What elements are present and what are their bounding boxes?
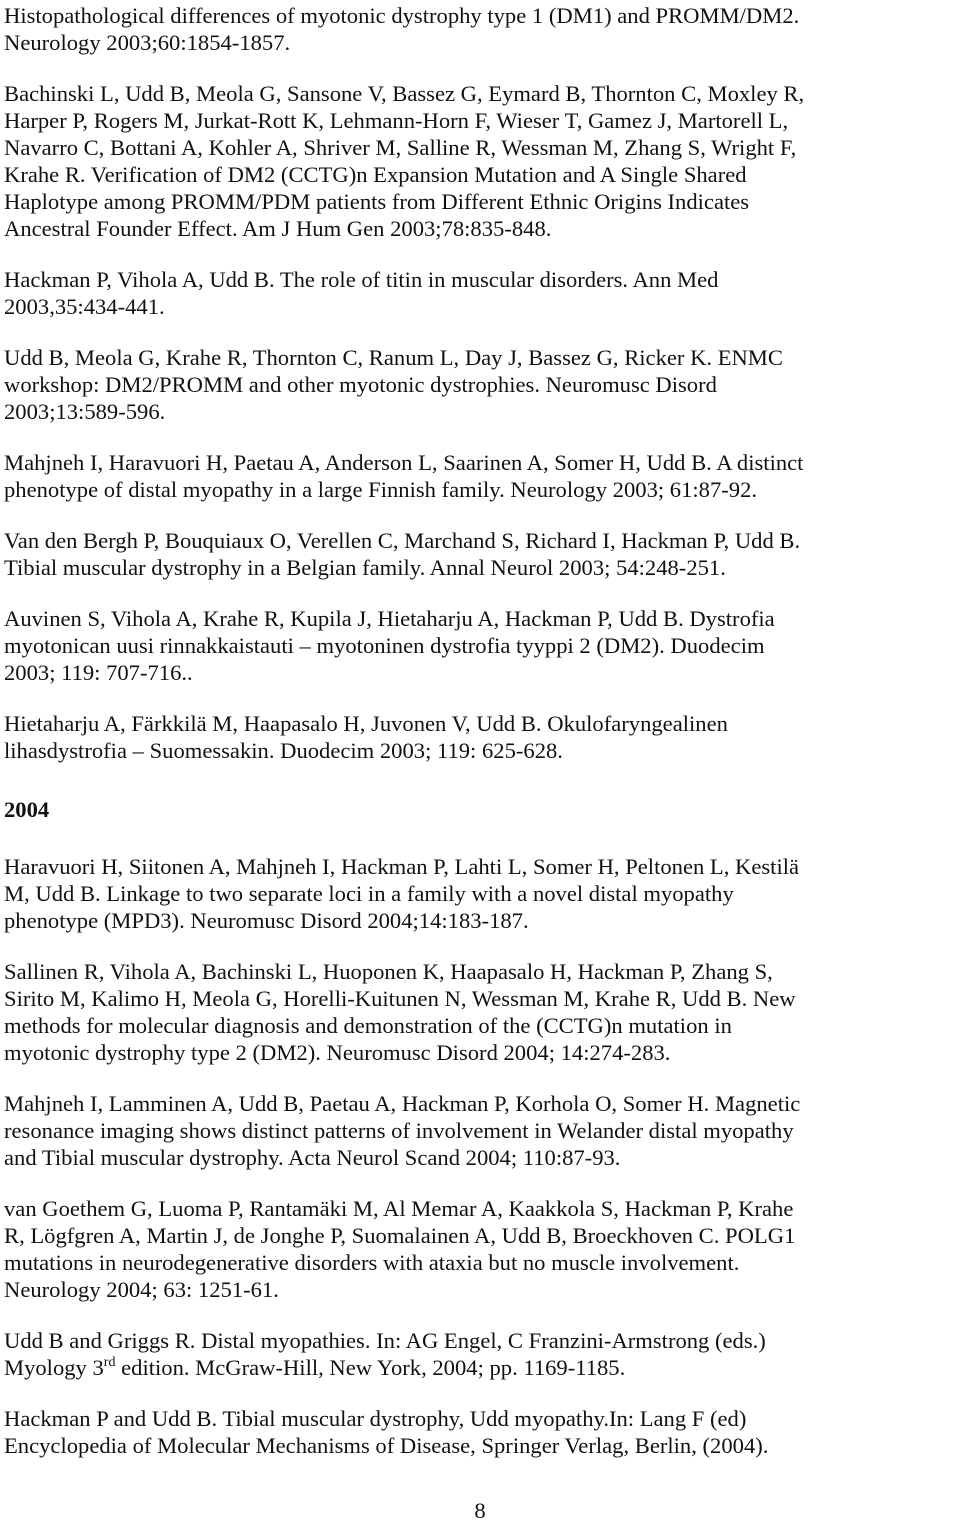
- reference-text: Hietaharju A, Färkkilä M, Haapasalo H, Juvonen V, Udd B. Okulofaryngealinen lihasdystrofia – Suomessakin. Duodecim 2003; 119: 625-628.: [4, 711, 728, 763]
- reference-text: Mahjneh I, Haravuori H, Paetau A, Anderson L, Saarinen A, Somer H, Udd B. A distinct phenotype of distal myopathy in a large Finnish family. Neurology 2003; 61:87-92.: [4, 450, 804, 502]
- reference-text: Udd B, Meola G, Krahe R, Thornton C, Ranum L, Day J, Bassez G, Ricker K. ENMC workshop: DM2/PROMM and other myotonic dystrophies. Neuromusc Disord 2003;13:589-596.: [4, 345, 783, 424]
- reference-entry: [4, 1327, 956, 1381]
- reference-text: Auvinen S, Vihola A, Krahe R, Kupila J, Hietaharju A, Hackman P, Udd B. Dystrofia myotonican uusi rinnakkaistauti – myotoninen dystrofia tyyppi 2 (DM2). Duodecim 2003; 119: 707-716..: [4, 606, 775, 685]
- reference-text: Sallinen R, Vihola A, Bachinski L, Huoponen K, Haapasalo H, Hackman P, Zhang S, Sirito M, Kalimo H, Meola G, Horelli-Kuitunen N, Wessman M, Krahe R, Udd B. New methods for molecular diagnosis and demonstration of the (CCTG)n mutation in myotonic dystrophy type 2 (DM2). Neuromusc Disord 2004; 14:274-283.: [4, 959, 796, 1065]
- reference-list: [4, 0, 956, 1459]
- reference-entry: [4, 1090, 956, 1171]
- reference-entry: [4, 605, 956, 686]
- reference-entry: [4, 958, 956, 1066]
- reference-entry: [4, 527, 956, 581]
- reference-entry: [4, 1195, 956, 1303]
- reference-entry: [4, 449, 956, 503]
- reference-entry: [4, 2, 956, 56]
- reference-text: Udd B and Griggs R. Distal myopathies. In: AG Engel, C Franzini-Armstrong (eds.) Myology 3rd edition. McGraw-Hill, New York, 2004; pp. 1169-1185.: [4, 1327, 956, 1381]
- reference-text: Van den Bergh P, Bouquiaux O, Verellen C, Marchand S, Richard I, Hackman P, Udd B. Tibial muscular dystrophy in a Belgian family. Annal Neurol 2003; 54:248-251.: [4, 528, 801, 580]
- reference-text: Haravuori H, Siitonen A, Mahjneh I, Hackman P, Lahti L, Somer H, Peltonen L, Kestilä M, Udd B. Linkage to two separate loci in a family with a novel distal myopathy phenotype (MPD3). Neuromusc Disord 2004;14:183-187.: [4, 854, 800, 933]
- reference-entry: [4, 1405, 956, 1459]
- page-number: 8: [474, 1498, 486, 1523]
- reference-entry: [4, 80, 956, 242]
- reference-entry: [4, 853, 956, 934]
- ordinal-superscript: rd: [103, 1355, 116, 1370]
- reference-text: Histopathological differences of myotonic dystrophy type 1 (DM1) and PROMM/DM2. Neurology 2003;60:1854-1857.: [4, 3, 800, 55]
- reference-text: van Goethem G, Luoma P, Rantamäki M, Al Memar A, Kaakkola S, Hackman P, Krahe R, Lögfgren A, Martin J, de Jonghe P, Suomalainen A, Udd B, Broeckhoven C. POLG1 mutations in neurodegenerative disorders with ataxia but no muscle involvement. Neurology 2004; 63: 1251-61.: [4, 1196, 796, 1302]
- reference-text: Hackman P, Vihola A, Udd B. The role of titin in muscular disorders. Ann Med 2003,35:434-441.: [4, 267, 719, 319]
- myology-edition-line: Myology 3rd edition. McGraw-Hill, New York, 2004; pp. 1169-1185.: [4, 1355, 626, 1380]
- reference-text: Bachinski L, Udd B, Meola G, Sansone V, Bassez G, Eymard B, Thornton C, Moxley R, Harper P, Rogers M, Jurkat-Rott K, Lehmann-Horn F, Wieser T, Gamez J, Martorell L, Navarro C, Bottani A, Kohler A, Shriver M, Salline R, Wessman M, Zhang S, Wright F, Krahe R. Verification of DM2 (CCTG)n Expansion Mutation and A Single Shared Haplotype among PROMM/PDM patients from Different Ethnic Origins Indicates Ancestral Founder Effect. Am J Hum Gen 2003;78:835-848.: [4, 81, 805, 241]
- reference-entry: [4, 266, 956, 320]
- reference-text: Hackman P and Udd B. Tibial muscular dystrophy, Udd myopathy.In: Lang F (ed) Encyclopedia of Molecular Mechanisms of Disease, Springer Verlag, Berlin, (2004).: [4, 1406, 769, 1458]
- reference-text: Mahjneh I, Lamminen A, Udd B, Paetau A, Hackman P, Korhola O, Somer H. Magnetic resonance imaging shows distinct patterns of involvement in Welander distal myopathy and Tibial muscular dystrophy. Acta Neurol Scand 2004; 110:87-93.: [4, 1091, 801, 1170]
- reference-entry: [4, 710, 956, 764]
- year-heading: 2004: [4, 797, 50, 822]
- reference-entry: [4, 344, 956, 425]
